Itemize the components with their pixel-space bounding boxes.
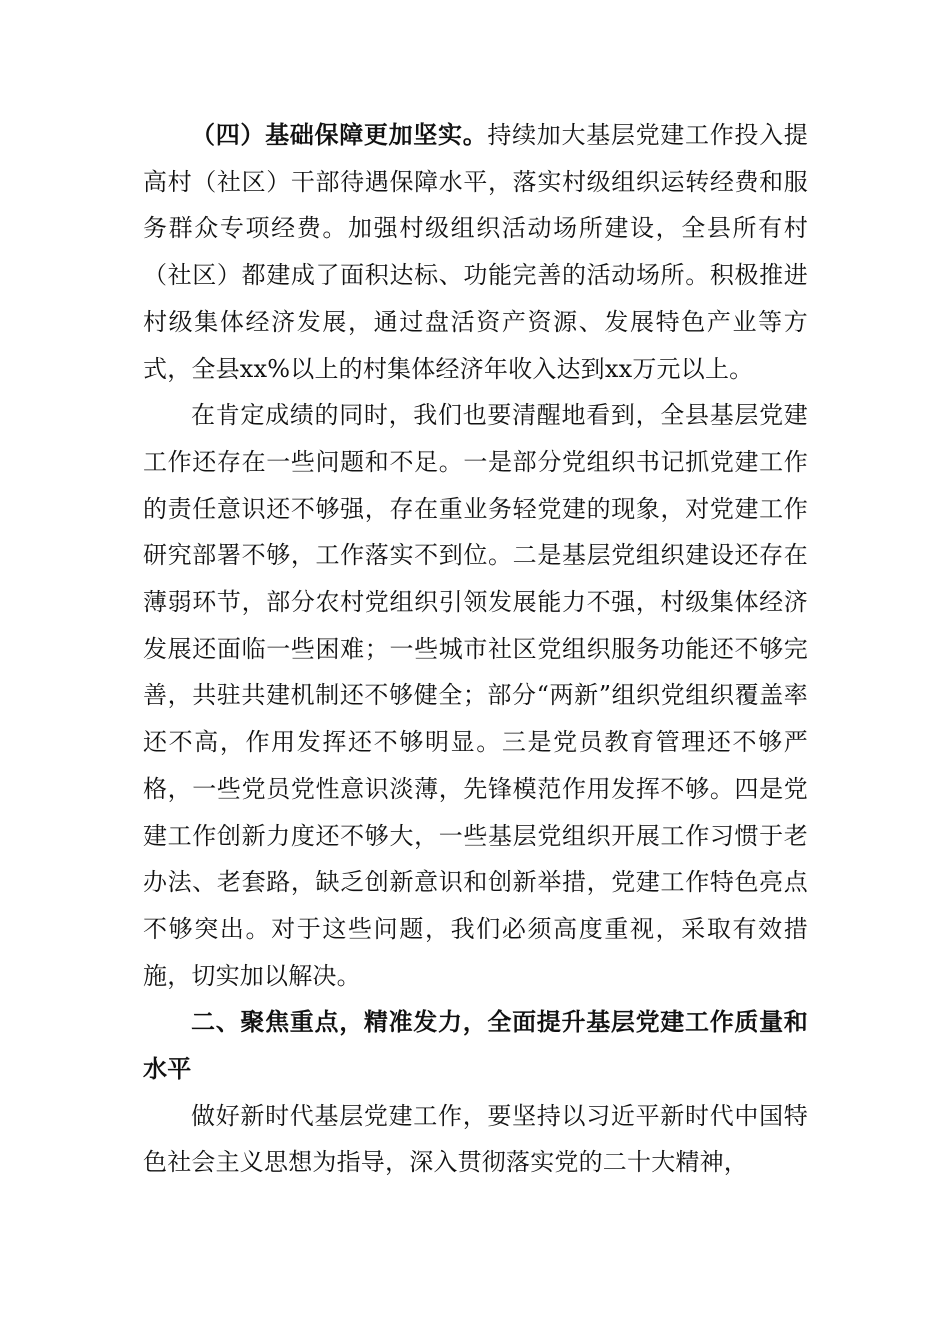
paragraph-basic-guarantee (143, 112, 808, 392)
paragraph-problems: 在肯定成绩的同时，我们也要清醒地看到，全县基层党建工作还存在一些问题和不足。一是部分党组织书记抓党建工作的责任意识还不够强，存在重业务轻党建的现象，对党建工作研究部署不够，工作落实不到位。二是基层党组织建设还存在薄弱环节，部分农村党组织引领发展能力不强，村级集体经济发展还面临一些困难；一些城市社区党组织服务功能还不够完善，共驻共建机制还不够健全；部分“两新”组织党组织覆盖率还不高，作用发挥还不够明显。三是党员教育管理还不够严格，一些党员党性意识淡薄，先锋模范作用发挥不够。四是党建工作创新力度还不够大，一些基层党组织开展工作习惯于老办法、老套路，缺乏创新意识和创新举措，党建工作特色亮点不够突出。对于这些问题，我们必须高度重视，采取有效措施，切实加以解决。 (143, 401, 808, 990)
paragraph-body-text: 持续加大基层党建工作投入提高村（社区）干部待遇保障水平，落实村级组织运转经费和服务群众专项经费。加强村级组织活动场所建设，全县所有村（社区）都建成了面积达标、功能完善的活动场所。积极推进村级集体经济发展，通过盘活资产资源、发展特色产业等方式，全县xx%以上的村集体经济年收入达到xx万元以上。 (143, 121, 808, 383)
document-body (143, 112, 808, 1186)
paragraph-guidance: 做好新时代基层党建工作，要坚持以习近平新时代中国特色社会主义思想为指导，深入贯彻落实党的二十大精神， (143, 1101, 808, 1177)
paragraph-lead-heading: （四）基础保障更加坚实。 (191, 120, 488, 149)
section-heading: 二、聚焦重点，精准发力，全面提升基层党建工作质量和水平 (143, 1008, 808, 1084)
